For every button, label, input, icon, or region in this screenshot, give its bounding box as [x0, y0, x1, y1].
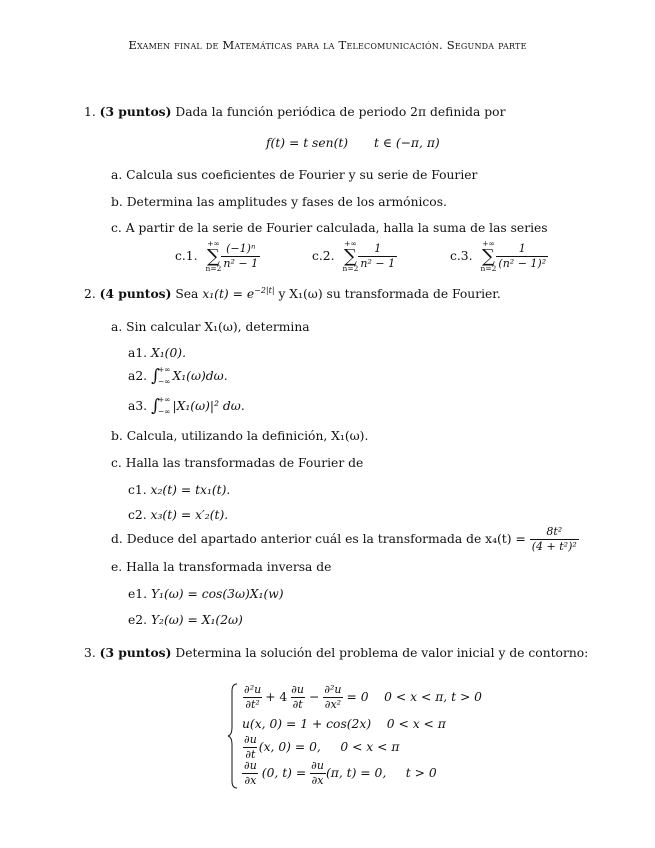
problem-number: 3. [84, 646, 96, 660]
integral-limits [158, 364, 171, 388]
denominator: ∂t [245, 747, 256, 761]
denominator: ∂x [311, 773, 324, 787]
sub-label: e2. [128, 613, 148, 627]
denominator: ∂x [244, 773, 257, 787]
item-label: c. [111, 456, 122, 470]
statement-post: y X₁(ω) su transformada de Fourier. [278, 287, 501, 301]
problem-points: (3 puntos) [99, 645, 172, 660]
series-fraction [358, 243, 397, 269]
sub-label: e1. [128, 587, 148, 601]
series-c3 [450, 240, 548, 272]
sub-label: a3. [128, 398, 148, 413]
operator: − [309, 689, 320, 704]
sigma-icon: ∑ [482, 245, 495, 267]
sub-label: a2. [128, 368, 148, 383]
series-label: c.2. [312, 248, 335, 263]
numerator: ∂u [291, 683, 305, 696]
numerator: ∂u [244, 759, 257, 772]
denominator: (4 + t²)² [531, 539, 577, 553]
sigma-icon: ∑ [344, 245, 357, 267]
item-text: Calcula, utilizando la definición, X₁(ω). [126, 429, 369, 443]
problem-2-sub-a3 [128, 394, 245, 418]
item-label: d. [111, 531, 123, 546]
problem-number: 2. [84, 287, 96, 301]
problem-statement: Dada la función periódica de periodo 2π definida por [175, 105, 506, 119]
problem-2-item-c [111, 457, 363, 469]
sub-text: X₁(ω)dω. [172, 368, 228, 383]
sum-upper: +∞ [207, 239, 220, 248]
initial-velocity-condition [242, 734, 399, 760]
denominator: n² − 1 [223, 256, 259, 270]
problem-2-sub-a2 [128, 364, 228, 388]
sub-text: x₃(t) = x′₂(t). [150, 508, 229, 522]
function-formula: f(t) = t sen(t) [266, 136, 349, 150]
sigma-icon: ∑ [207, 245, 220, 267]
series-fraction [221, 243, 260, 269]
problem-2-heading [84, 285, 501, 301]
item-label: c. [111, 221, 122, 235]
statement-pre: Sea [175, 287, 199, 301]
integral-upper: +∞ [157, 365, 171, 374]
item-text: Deduce del apartado anterior cuál es la transformada de x₄(t) = [126, 531, 526, 546]
problem-2-sub-a1 [128, 347, 186, 359]
problem-2-sub-c1 [128, 484, 230, 496]
function-domain: t ∈ (−π, π) [373, 136, 440, 150]
series-label: c.3. [450, 248, 473, 263]
problem-points: (4 puntos) [99, 286, 172, 301]
sub-label: a1. [128, 346, 148, 360]
item-text: Sin calcular X₁(ω), determina [126, 320, 310, 334]
series-c1 [175, 240, 260, 272]
sum-lower: n=2 [205, 263, 222, 273]
item-label: b. [111, 195, 123, 209]
sum-upper: +∞ [344, 239, 357, 248]
problem-3-heading [84, 647, 588, 659]
integral-icon: ∫ [151, 395, 160, 416]
sub-text: Y₂(ω) = X₁(2ω) [150, 613, 243, 627]
series-fraction [496, 243, 548, 269]
numerator: 1 [518, 242, 526, 255]
item-text: Halla la transformada inversa de [126, 560, 332, 574]
problem-2-item-d [111, 526, 579, 552]
sub-label: c2. [128, 508, 147, 522]
problem-2-item-b [111, 430, 368, 442]
problem-2-sub-e2 [128, 614, 243, 626]
item-label: a. [111, 168, 123, 182]
item-text: A partir de la serie de Fourier calculada, halla la suma de las series [125, 221, 548, 235]
fraction [242, 734, 259, 760]
left-brace-icon [226, 683, 240, 789]
denominator: ∂t² [245, 697, 260, 711]
x1-exponent: −2|t| [254, 285, 275, 295]
denominator: (n² − 1)² [498, 256, 547, 270]
numerator: (−1)ⁿ [226, 242, 256, 255]
denominator: ∂x² [324, 697, 342, 711]
fraction [242, 760, 259, 786]
condition: (π, t) = 0, t > 0 [325, 765, 437, 780]
fraction [289, 684, 306, 710]
sum-lower: n=2 [342, 263, 359, 273]
problem-1-item-a [111, 169, 477, 181]
item-label: a. [111, 320, 123, 334]
problem-2-sub-e1 [128, 588, 284, 600]
sub-text: Y₁(ω) = cos(3ω)X₁(w) [150, 587, 284, 601]
sum-lower: n=2 [480, 263, 497, 273]
problem-points: (3 puntos) [99, 104, 172, 119]
operator: + 4 [265, 689, 288, 704]
problem-1-item-b [111, 196, 447, 208]
item-text: Calcula sus coeficientes de Fourier y su serie de Fourier [126, 168, 478, 182]
integral-icon: ∫ [151, 365, 160, 386]
summation [206, 240, 222, 272]
sub-text: |X₁(ω)|² dω. [172, 398, 245, 413]
series-c2 [312, 240, 397, 272]
sub-label: c1. [128, 483, 147, 497]
item-label: e. [111, 560, 123, 574]
condition: = 0 0 < x < π, t > 0 [346, 689, 482, 704]
function-definition [266, 137, 440, 149]
denominator: ∂t [292, 697, 303, 711]
integral-lower: −∞ [157, 377, 171, 386]
sub-text: X₁(0). [151, 346, 187, 360]
problem-2-item-a [111, 321, 310, 333]
numerator: 8t² [546, 525, 563, 538]
item-label: b. [111, 429, 123, 443]
x1-definition: x₁(t) = e [202, 287, 255, 301]
fraction [309, 760, 326, 786]
sub-text: x₂(t) = tx₁(t). [150, 483, 231, 497]
boundary-condition [242, 760, 437, 786]
sum-upper: +∞ [482, 239, 495, 248]
integral-limits [158, 394, 171, 418]
x4-fraction [530, 526, 579, 552]
numerator: ∂²u [324, 683, 342, 696]
numerator: ∂u [311, 759, 324, 772]
condition: (x, 0) = 0, 0 < x < π [258, 739, 400, 754]
integral-lower: −∞ [157, 407, 171, 416]
problem-2-item-e [111, 561, 331, 573]
page-title: Examen final de Matemáticas para la Telecomunicación. Segunda parte [128, 38, 527, 52]
numerator: 1 [374, 242, 382, 255]
pde-equation [242, 684, 482, 710]
denominator: n² − 1 [360, 256, 396, 270]
problem-statement: Determina la solución del problema de valor inicial y de contorno: [175, 646, 589, 660]
problem-2-sub-c2 [128, 509, 228, 521]
item-text: Determina las amplitudes y fases de los armónicos. [126, 195, 447, 209]
fraction [242, 684, 263, 710]
series-label: c.1. [175, 248, 198, 263]
condition: (0, t) = [261, 765, 307, 780]
problem-number: 1. [84, 105, 96, 119]
problem-1-heading [84, 106, 505, 118]
initial-condition: u(x, 0) = 1 + cos(2x) 0 < x < π [242, 717, 446, 731]
integral-upper: +∞ [157, 395, 171, 404]
summation [343, 240, 359, 272]
item-text: Halla las transformadas de Fourier de [125, 456, 364, 470]
numerator: ∂²u [244, 683, 262, 696]
numerator: ∂u [244, 733, 257, 746]
problem-1-item-c [111, 222, 548, 234]
summation [481, 240, 497, 272]
fraction [322, 684, 343, 710]
